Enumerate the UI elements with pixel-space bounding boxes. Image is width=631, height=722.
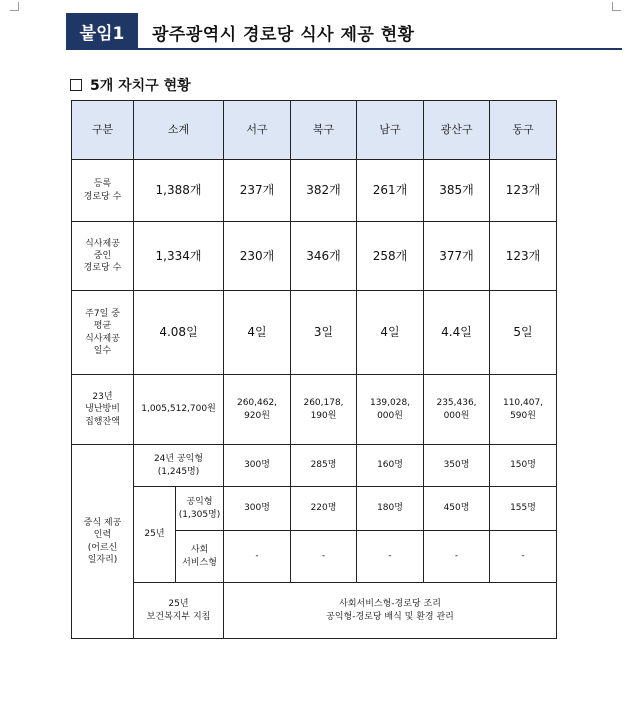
checkbox-bullet-icon	[70, 79, 82, 91]
document-title: 광주광역시 경로당 식사 제공 현황	[152, 25, 415, 45]
cell-social-namgu: -	[357, 531, 424, 583]
cell-budget-seogu: 260,462, 920원	[224, 375, 291, 445]
cell-budget-donggu: 110,407, 590원	[490, 375, 557, 445]
cell-year25-label: 25년	[134, 487, 176, 583]
table-row-days	[72, 291, 557, 375]
cell-public25-donggu: 155명	[490, 487, 557, 531]
cell-public25-label: 공익형 (1,305명)	[176, 487, 224, 531]
cell-registered-bukgu: 382개	[291, 160, 357, 222]
cell-public24-donggu: 150명	[490, 445, 557, 487]
cell-registered-namgu: 261개	[357, 160, 424, 222]
cell-budget-bukgu: 260,178, 190원	[291, 375, 357, 445]
cell-public24-label: 24년 공익형 (1,245명)	[134, 445, 224, 487]
cell-days-bukgu: 3일	[291, 291, 357, 375]
cell-public25-gwangsangu: 450명	[424, 487, 490, 531]
cell-social-donggu: -	[490, 531, 557, 583]
header-category: 구분	[72, 101, 134, 160]
table-row-registered	[72, 160, 557, 222]
row-label-staff: 중식 제공 인력 (어르신 일자리)	[72, 445, 134, 639]
document-header	[66, 13, 622, 49]
cell-serving-gwangsangu: 377개	[424, 222, 490, 291]
section-heading	[70, 75, 191, 95]
cell-serving-namgu: 258개	[357, 222, 424, 291]
cell-public25-bukgu: 220명	[291, 487, 357, 531]
cell-days-namgu: 4일	[357, 291, 424, 375]
header-subtotal: 소계	[134, 101, 224, 160]
cell-serving-bukgu: 346개	[291, 222, 357, 291]
attachment-badge: 붙임1	[66, 13, 138, 49]
row-label-registered: 등록 경로당 수	[72, 160, 134, 222]
cell-social-label: 사회 서비스형	[176, 531, 224, 583]
status-table	[71, 100, 557, 639]
table-row-guideline	[72, 583, 557, 639]
table-row-public25	[72, 487, 557, 531]
cell-social-gwangsangu: -	[424, 531, 490, 583]
row-label-budget: 23년 냉난방비 집행잔액	[72, 375, 134, 445]
page-corner-mark-left	[10, 2, 19, 11]
header-bukgu: 북구	[291, 101, 357, 160]
cell-guideline-label: 25년 보건복지부 지침	[134, 583, 224, 639]
cell-serving-donggu: 123개	[490, 222, 557, 291]
cell-public25-namgu: 180명	[357, 487, 424, 531]
cell-registered-subtotal: 1,388개	[134, 160, 224, 222]
header-donggu: 동구	[490, 101, 557, 160]
cell-registered-gwangsangu: 385개	[424, 160, 490, 222]
header-gwangsangu: 광산구	[424, 101, 490, 160]
cell-public24-namgu: 160명	[357, 445, 424, 487]
cell-public24-gwangsangu: 350명	[424, 445, 490, 487]
table-row-public24	[72, 445, 557, 487]
page-corner-mark-right	[612, 2, 621, 11]
cell-serving-subtotal: 1,334개	[134, 222, 224, 291]
header-seogu: 서구	[224, 101, 291, 160]
cell-social-bukgu: -	[291, 531, 357, 583]
cell-public24-seogu: 300명	[224, 445, 291, 487]
row-label-days: 주7일 중 평균 식사제공 일수	[72, 291, 134, 375]
cell-days-donggu: 5일	[490, 291, 557, 375]
section-title: 5개 자치구 현황	[90, 78, 191, 94]
cell-registered-donggu: 123개	[490, 160, 557, 222]
header-row	[72, 101, 557, 160]
cell-guideline-text: 사회서비스형-경로당 조리 공익형-경로당 배식 및 환경 관리	[224, 583, 557, 639]
cell-registered-seogu: 237개	[224, 160, 291, 222]
cell-budget-subtotal: 1,005,512,700원	[134, 375, 224, 445]
cell-serving-seogu: 230개	[224, 222, 291, 291]
cell-budget-namgu: 139,028, 000원	[357, 375, 424, 445]
table-row-budget	[72, 375, 557, 445]
cell-social-seogu: -	[224, 531, 291, 583]
header-namgu: 남구	[357, 101, 424, 160]
cell-days-subtotal: 4.08일	[134, 291, 224, 375]
row-label-serving: 식사제공 중인 경로당 수	[72, 222, 134, 291]
cell-days-gwangsangu: 4.4일	[424, 291, 490, 375]
cell-budget-gwangsangu: 235,436, 000원	[424, 375, 490, 445]
header-rule	[66, 48, 622, 50]
cell-public24-bukgu: 285명	[291, 445, 357, 487]
cell-days-seogu: 4일	[224, 291, 291, 375]
table-row-serving	[72, 222, 557, 291]
cell-public25-seogu: 300명	[224, 487, 291, 531]
